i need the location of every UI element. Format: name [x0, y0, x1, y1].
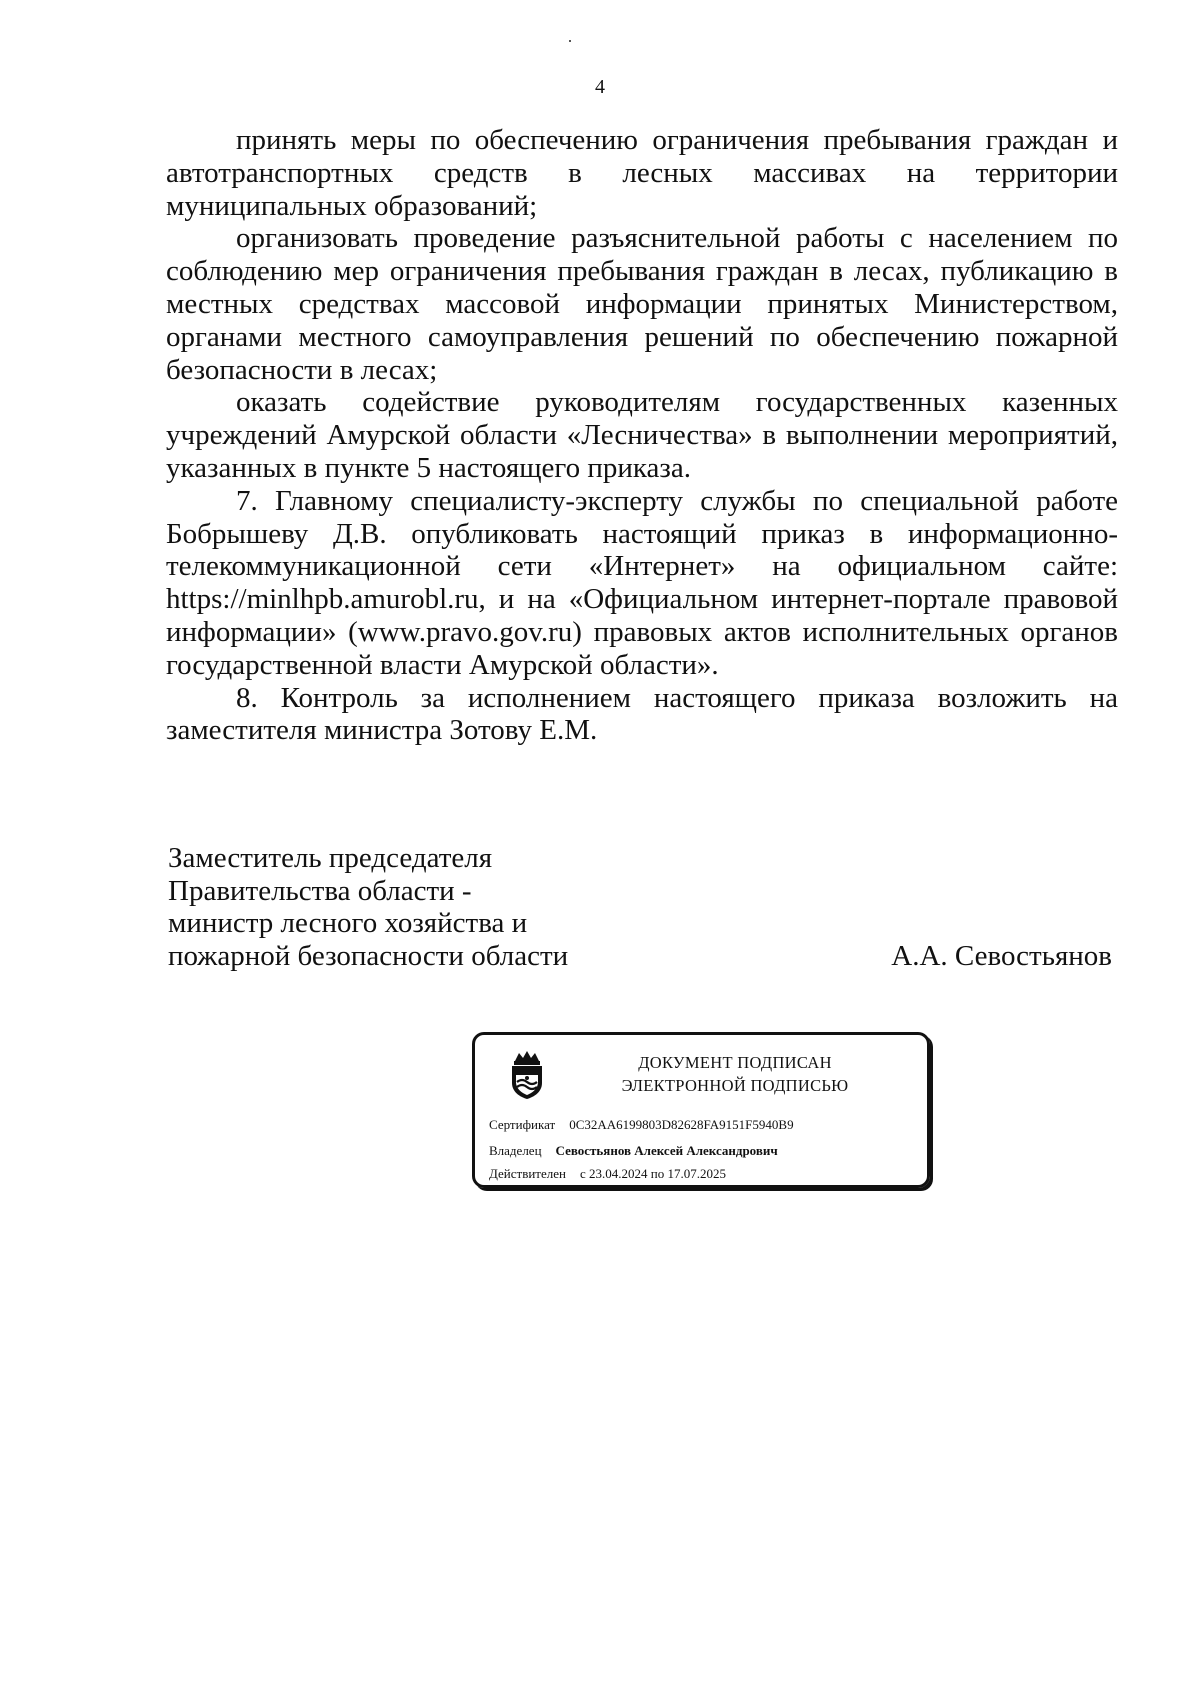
signatory-title-line: министр лесного хозяйства и [168, 907, 528, 939]
owner-label: Владелец [489, 1143, 542, 1158]
paragraph-item-8: 8. Контроль за исполнением настоящего приказа возложить на заместителя министра Зотову Е.М. [166, 681, 1118, 747]
electronic-signature-stamp [472, 1032, 930, 1188]
signatory-name: А.А. Севостьянов [891, 939, 1112, 972]
certificate-value: 0C32AA6199803D82628FA9151F5940B9 [569, 1117, 794, 1132]
stamp-owner-row [489, 1143, 778, 1159]
paragraph-item-7: 7. Главному специалисту-эксперту службы по специальной работе Бобрышеву Д.В. опубликовать настоящий приказ в информационно-телекоммуникационной сети «Интернет» на официальном сайте: https://minlhpb.amurobl.ru, и на «Официальном интернет-портале правовой информации» (www.pravo.gov.ru) правовых актов исполнительных органов государственной власти Амурской области». [166, 484, 1118, 681]
validity-value: с 23.04.2024 по 17.07.2025 [579, 1166, 726, 1181]
stamp-heading-line: ЭЛЕКТРОННОЙ ПОДПИСЬЮ [621, 1076, 849, 1095]
page-number: 4 [595, 76, 605, 98]
owner-value: Севостьянов Алексей Александрович [555, 1143, 778, 1158]
signatory-title-line: Правительства области - [168, 874, 472, 907]
stamp-validity-row [489, 1166, 726, 1182]
signature-block [168, 842, 1118, 972]
validity-label: Действителен [489, 1166, 566, 1181]
paragraph: организовать проведение разъяснительной работы с населением по соблюдению мер ограничения пребывания граждан в лесах, публикацию в местных средствах массовой информации принятых Министерством, органами местного самоуправления решений по обеспечению пожарной безопасности в лесах; [166, 222, 1118, 386]
stamp-heading-line: ДОКУМЕНТ ПОДПИСАН [638, 1053, 832, 1072]
stamp-certificate-row [489, 1117, 794, 1133]
paragraph: оказать содействие руководителям государственных казенных учреждений Амурской области «Лесничества» в выполнении мероприятий, указанных в пункте 5 настоящего приказа. [166, 386, 1118, 484]
signatory-title-line: пожарной безопасности области [168, 939, 569, 972]
paragraph: принять меры по обеспечению ограничения пребывания граждан и автотранспортных средств в лесных массивах на территории муниципальных образований; [166, 124, 1118, 222]
scan-dot [569, 40, 571, 42]
coat-of-arms-icon [505, 1049, 549, 1101]
stamp-heading [585, 1051, 885, 1097]
signatory-title-line: Заместитель председателя [168, 842, 493, 874]
document-body [166, 124, 1118, 747]
certificate-label: Сертификат [489, 1117, 556, 1132]
